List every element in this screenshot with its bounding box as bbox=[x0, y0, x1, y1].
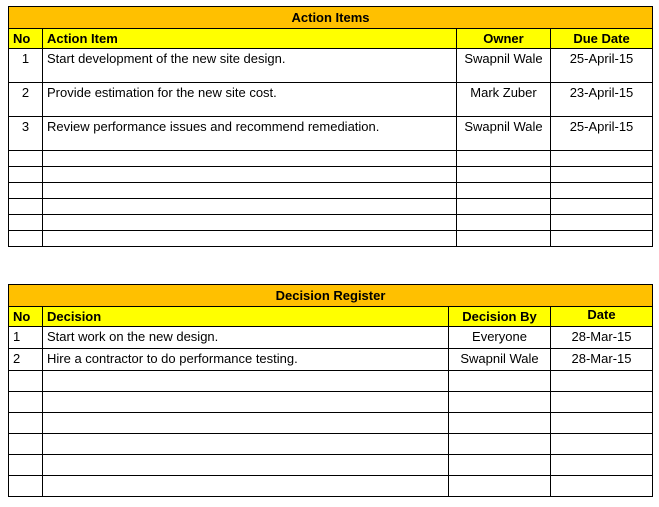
header-date: Date bbox=[551, 307, 653, 327]
empty-row bbox=[9, 215, 653, 231]
header-action-item: Action Item bbox=[43, 29, 457, 49]
header-decision: Decision bbox=[43, 307, 449, 327]
table-row bbox=[9, 117, 653, 151]
table-row bbox=[9, 49, 653, 83]
header-decision-by: Decision By bbox=[449, 307, 551, 327]
row-decision: Hire a contractor to do performance testing. bbox=[43, 349, 449, 371]
row-no: 3 bbox=[9, 117, 43, 151]
empty-row bbox=[9, 151, 653, 167]
decision-register-table bbox=[8, 284, 653, 497]
header-no: No bbox=[9, 29, 43, 49]
action-items-header-row bbox=[9, 29, 653, 49]
row-decision-by: Everyone bbox=[449, 327, 551, 349]
decision-register-header-row bbox=[9, 307, 653, 327]
row-owner: Swapnil Wale bbox=[457, 117, 551, 151]
row-date: 28-Mar-15 bbox=[551, 327, 653, 349]
row-no: 1 bbox=[9, 327, 43, 349]
row-due-date: 25-April-15 bbox=[551, 117, 653, 151]
header-due-date: Due Date bbox=[551, 29, 653, 49]
table-row bbox=[9, 327, 653, 349]
row-decision: Start work on the new design. bbox=[43, 327, 449, 349]
row-owner: Swapnil Wale bbox=[457, 49, 551, 83]
empty-row bbox=[9, 167, 653, 183]
empty-row bbox=[9, 183, 653, 199]
row-date: 28-Mar-15 bbox=[551, 349, 653, 371]
row-due-date: 23-April-15 bbox=[551, 83, 653, 117]
table-row bbox=[9, 83, 653, 117]
row-action-item: Provide estimation for the new site cost. bbox=[43, 83, 457, 117]
empty-row bbox=[9, 455, 653, 476]
empty-row bbox=[9, 434, 653, 455]
table-row bbox=[9, 349, 653, 371]
header-no: No bbox=[9, 307, 43, 327]
empty-row bbox=[9, 476, 653, 497]
empty-row bbox=[9, 413, 653, 434]
action-items-title: Action Items bbox=[9, 7, 653, 29]
row-decision-by: Swapnil Wale bbox=[449, 349, 551, 371]
row-owner: Mark Zuber bbox=[457, 83, 551, 117]
empty-row bbox=[9, 199, 653, 215]
header-owner: Owner bbox=[457, 29, 551, 49]
empty-row bbox=[9, 231, 653, 247]
row-due-date: 25-April-15 bbox=[551, 49, 653, 83]
action-items-table bbox=[8, 6, 653, 247]
row-no: 1 bbox=[9, 49, 43, 83]
row-no: 2 bbox=[9, 349, 43, 371]
row-action-item: Start development of the new site design. bbox=[43, 49, 457, 83]
row-no: 2 bbox=[9, 83, 43, 117]
empty-row bbox=[9, 392, 653, 413]
empty-row bbox=[9, 371, 653, 392]
row-action-item: Review performance issues and recommend remediation. bbox=[43, 117, 457, 151]
decision-register-title: Decision Register bbox=[9, 285, 653, 307]
